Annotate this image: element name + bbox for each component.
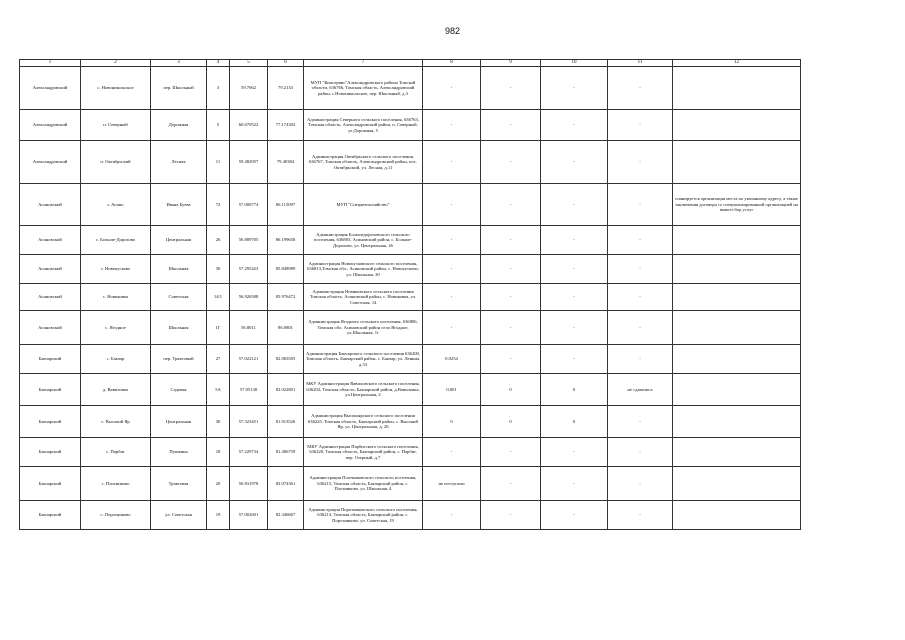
settlement-cell: с. Больше-Дорохово <box>81 226 151 255</box>
settlement-cell: с. Новоникольское <box>81 67 151 110</box>
col8-cell: - <box>423 311 481 345</box>
settlement-cell: п. Северный <box>81 110 151 141</box>
house-cell: 27 <box>207 345 230 374</box>
district-cell: Бакчарский <box>20 374 81 406</box>
table-row <box>20 141 801 184</box>
table-row <box>20 67 801 110</box>
settlement-cell: с. Новиковка <box>81 284 151 311</box>
col10-cell: - <box>541 284 608 311</box>
note-cell: планируется организация места по указанному адресу, а также заключения договора со специализированной организацией на вывоз/сбор услуг <box>673 184 801 226</box>
longitude-cell: 82.022801 <box>268 374 304 406</box>
col11-cell: - <box>608 110 673 141</box>
street-cell: пер. Школьный <box>151 67 207 110</box>
col8-cell: - <box>423 226 481 255</box>
house-cell: 20 <box>207 467 230 501</box>
col9-cell: - <box>481 67 541 110</box>
col9-cell: - <box>481 438 541 467</box>
column-header: 3 <box>151 60 207 67</box>
note-cell <box>673 226 801 255</box>
street-cell: Дорожная <box>151 110 207 141</box>
col10-cell: - <box>541 255 608 284</box>
table-row <box>20 110 801 141</box>
latitude-cell: 60.670522 <box>230 110 268 141</box>
street-cell: Школьная <box>151 311 207 345</box>
settlement-cell: д. Вавиловка <box>81 374 151 406</box>
operator-cell: Администрация Большедороховского сельского поселения, 636803, Асиновский район, с. Больше-Дорохово, ул. Центральная, 26 <box>304 226 423 255</box>
district-cell: Бакчарский <box>20 406 81 438</box>
latitude-cell: 57.229734 <box>230 438 268 467</box>
district-cell: Александровский <box>20 141 81 184</box>
latitude-cell: 57.295423 <box>230 255 268 284</box>
col11-cell: - <box>608 311 673 345</box>
col9-cell: - <box>481 501 541 530</box>
table-row <box>20 311 801 345</box>
house-cell: 14/1 <box>207 284 230 311</box>
longitude-cell: 82.346667 <box>268 501 304 530</box>
longitude-cell: 77.174302 <box>268 110 304 141</box>
note-cell <box>673 345 801 374</box>
operator-cell: Администрация Октябрьского сельского поселения, 636767, Томская область, Александровский район, пос. Октябрьский, ул. Лесная, д.11 <box>304 141 423 184</box>
col11-cell: - <box>608 184 673 226</box>
longitude-cell: 86.199658 <box>268 226 304 255</box>
table-row <box>20 438 801 467</box>
col9-cell: 0 <box>481 374 541 406</box>
col11-cell: - <box>608 406 673 438</box>
col10-cell: - <box>541 438 608 467</box>
house-cell: 30 <box>207 406 230 438</box>
longitude-cell: 79.2133 <box>268 67 304 110</box>
table-row <box>20 501 801 530</box>
settlement-cell: п. Октябрьский <box>81 141 151 184</box>
col11-cell: - <box>608 141 673 184</box>
operator-cell: Администрация Бакчарского сельского поселения 636200, Томская область, Бакчарский район, с. Бакчар, ул. Ленина, д.53 <box>304 345 423 374</box>
col11-cell: - <box>608 438 673 467</box>
house-cell: 26 <box>207 226 230 255</box>
latitude-cell: 56.8011 <box>230 311 268 345</box>
col8-cell: - <box>423 67 481 110</box>
note-cell <box>673 255 801 284</box>
settlement-cell: с. Новокусково <box>81 255 151 284</box>
col10-cell: - <box>541 67 608 110</box>
operator-cell: МКУ Администрация Вавиловского сельского поселения, 636202, Томская область, Бакчарский район, д.Вавиловка, ул.Центральная, 2 <box>304 374 423 406</box>
operator-cell: МКУ Администрация Парбигского сельского поселения, 636220, Томская область, Бакчарский район, с. Парбиг, пер. Озерный, д.7 <box>304 438 423 467</box>
latitude-cell: 59.482957 <box>230 141 268 184</box>
col9-cell: - <box>481 345 541 374</box>
column-header: 6 <box>268 60 304 67</box>
col9-cell: - <box>481 226 541 255</box>
table-row <box>20 345 801 374</box>
col10-cell: - <box>541 110 608 141</box>
latitude-cell: 56.831978 <box>230 467 268 501</box>
page-number: 982 <box>444 26 461 36</box>
latitude-cell: 57.05138 <box>230 374 268 406</box>
col9-cell: - <box>481 141 541 184</box>
col10-cell: - <box>541 345 608 374</box>
longitude-cell: 81.913526 <box>268 406 304 438</box>
col11-cell: - <box>608 345 673 374</box>
col11-cell: - <box>608 501 673 530</box>
column-header: 7 <box>304 60 423 67</box>
settlement-cell: с. Поротниково <box>81 501 151 530</box>
latitude-cell: 57.323451 <box>230 406 268 438</box>
settlement-cell: с. Высокий Яр <box>81 406 151 438</box>
operator-cell: МУП "Комсервис"Александровского района Томской области, 636766, Томская область, Александровский район, с.Новоникольское, пер. Школьный, д.3 <box>304 67 423 110</box>
street-cell: Ивана Буева <box>151 184 207 226</box>
latitude-cell: 56.926588 <box>230 284 268 311</box>
column-header: 8 <box>423 60 481 67</box>
col8-cell: - <box>423 255 481 284</box>
column-header: 4 <box>207 60 230 67</box>
district-cell: Александровский <box>20 67 81 110</box>
table-row <box>20 284 801 311</box>
house-cell: 11 <box>207 141 230 184</box>
district-cell: Асиновский <box>20 226 81 255</box>
col9-cell: 0 <box>481 406 541 438</box>
longitude-cell: 86.115097 <box>268 184 304 226</box>
street-cell: Советская <box>151 284 207 311</box>
col10-cell: 0 <box>541 374 608 406</box>
operator-cell: Администрация Ягодного сельского поселения, 636806, Томская обл. Асиновский район село Ягодное, ул.Школьная, 1г <box>304 311 423 345</box>
longitude-cell: 85.848989 <box>268 255 304 284</box>
operator-cell: Администрация Северного сельского поселения, 636763, Томская область, Александровский район, п. Северный, ул.Дорожная, 5 <box>304 110 423 141</box>
col9-cell: - <box>481 467 541 501</box>
latitude-cell: 56.889705 <box>230 226 268 255</box>
district-cell: Бакчарский <box>20 501 81 530</box>
col9-cell: - <box>481 255 541 284</box>
table-row <box>20 406 801 438</box>
operator-cell: Администрация Новокусковского сельского поселения, 636813,Томская обл., Асиновский район, с. Новокусково, ул. Школьная, 30 <box>304 255 423 284</box>
register-table <box>19 59 801 530</box>
latitude-cell: 57.000774 <box>230 184 268 226</box>
col10-cell: - <box>541 311 608 345</box>
operator-cell: Администрация Поротниковского сельского поселения, 636213, Томская область, Бакчарский район, с. Поротниково, ул. Советская, 19 <box>304 501 423 530</box>
col8-cell: - <box>423 284 481 311</box>
col9-cell: - <box>481 110 541 141</box>
table-row <box>20 184 801 226</box>
note-cell <box>673 438 801 467</box>
settlement-cell: с. Ягодное <box>81 311 151 345</box>
district-cell: Асиновский <box>20 184 81 226</box>
column-header: 12 <box>673 60 801 67</box>
table-row <box>20 467 801 501</box>
longitude-cell: 79.40384 <box>268 141 304 184</box>
operator-cell: Администрация Высокоярского сельского поселения 636225, Томская область, Бакчарский район, с. Высокий Яр, ул. Центральная, д. 26 <box>304 406 423 438</box>
settlement-cell: с. Плотниково <box>81 467 151 501</box>
table-row <box>20 226 801 255</box>
district-cell: Асиновский <box>20 311 81 345</box>
note-cell <box>673 67 801 110</box>
note-cell <box>673 110 801 141</box>
house-cell: 18 <box>207 438 230 467</box>
column-header: 1 <box>20 60 81 67</box>
col11-cell: - <box>608 467 673 501</box>
col10-cell: - <box>541 226 608 255</box>
longitude-cell: 86.0801 <box>268 311 304 345</box>
col8-cell: - <box>423 110 481 141</box>
note-cell <box>673 284 801 311</box>
operator-cell: МУП "Спецавтохозяйство" <box>304 184 423 226</box>
latitude-cell: 57.022121 <box>230 345 268 374</box>
note-cell <box>673 311 801 345</box>
operator-cell: Администрация Новиковского сельского поселения Томская область, Асиновский район, с. Новиковка, ул. Советская, 14 <box>304 284 423 311</box>
settlement-cell: с. Бакчар <box>81 345 151 374</box>
col10-cell: - <box>541 467 608 501</box>
col8-cell: 0,001 <box>423 374 481 406</box>
longitude-cell: 81.406759 <box>268 438 304 467</box>
col8-cell: - <box>423 141 481 184</box>
settlement-cell: с. Парбиг <box>81 438 151 467</box>
district-cell: Бакчарский <box>20 438 81 467</box>
col8-cell: - <box>423 501 481 530</box>
col11-cell: - <box>608 284 673 311</box>
street-cell: Трактовая <box>151 467 207 501</box>
house-cell: 3 <box>207 67 230 110</box>
note-cell <box>673 374 801 406</box>
street-cell: Центральная <box>151 406 207 438</box>
col8-cell: 0 <box>423 406 481 438</box>
col11-cell: - <box>608 67 673 110</box>
longitude-cell: 85.976472 <box>268 284 304 311</box>
operator-cell: Администрация Плотниковского сельского поселения, 636215, Томская область, Бакчарский район, с. Плотниково, ул. Школьная, 4 <box>304 467 423 501</box>
col9-cell: - <box>481 184 541 226</box>
column-header: 10 <box>541 60 608 67</box>
settlement-cell: г. Асино <box>81 184 151 226</box>
district-cell: Александровский <box>20 110 81 141</box>
longitude-cell: 82.063505 <box>268 345 304 374</box>
col11-cell: - <box>608 226 673 255</box>
note-cell <box>673 406 801 438</box>
header-row <box>20 60 801 67</box>
street-cell: Садовая <box>151 374 207 406</box>
col8-cell: - <box>423 438 481 467</box>
street-cell: Пушкина <box>151 438 207 467</box>
col10-cell: - <box>541 501 608 530</box>
col8-cell: 0,0254 <box>423 345 481 374</box>
district-cell: Бакчарский <box>20 345 81 374</box>
col9-cell: - <box>481 311 541 345</box>
note-cell <box>673 467 801 501</box>
house-cell: 5А <box>207 374 230 406</box>
column-header: 2 <box>81 60 151 67</box>
col11-cell: - <box>608 255 673 284</box>
col9-cell: - <box>481 284 541 311</box>
district-cell: Бакчарский <box>20 467 81 501</box>
col10-cell: 0 <box>541 406 608 438</box>
column-header: 9 <box>481 60 541 67</box>
house-cell: 30 <box>207 255 230 284</box>
street-cell: пер. Трактовый <box>151 345 207 374</box>
latitude-cell: 57.002601 <box>230 501 268 530</box>
house-cell: 1Г <box>207 311 230 345</box>
note-cell <box>673 501 801 530</box>
column-header: 5 <box>230 60 268 67</box>
district-cell: Асиновский <box>20 284 81 311</box>
longitude-cell: 83.074361 <box>268 467 304 501</box>
street-cell: Школьная <box>151 255 207 284</box>
column-header: 11 <box>608 60 673 67</box>
col8-cell: не поступали <box>423 467 481 501</box>
table-row <box>20 255 801 284</box>
house-cell: 5 <box>207 110 230 141</box>
street-cell: Центральная <box>151 226 207 255</box>
street-cell: Лесная <box>151 141 207 184</box>
col8-cell: - <box>423 184 481 226</box>
house-cell: 19 <box>207 501 230 530</box>
col11-cell: не сдавались <box>608 374 673 406</box>
table-row <box>20 374 801 406</box>
latitude-cell: 59.7662 <box>230 67 268 110</box>
col10-cell: - <box>541 184 608 226</box>
col10-cell: - <box>541 141 608 184</box>
house-cell: 72 <box>207 184 230 226</box>
street-cell: ул. Советская <box>151 501 207 530</box>
note-cell <box>673 141 801 184</box>
district-cell: Асиновский <box>20 255 81 284</box>
